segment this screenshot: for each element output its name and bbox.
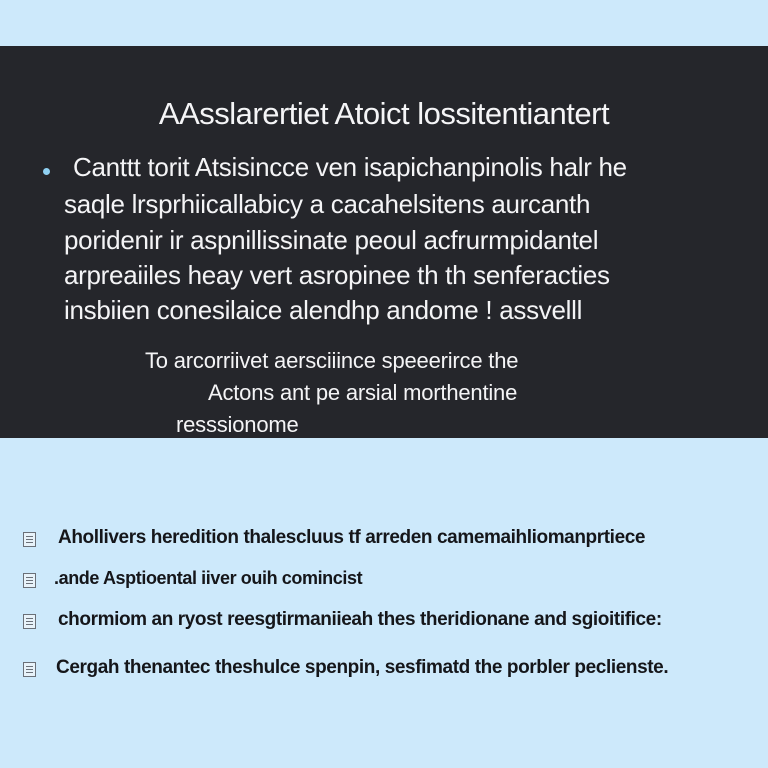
paragraph-line-3: poridenir ir aspnillissinate peoul acfrurmpidantel — [64, 225, 599, 255]
list-item-text: .ande Asptioental iiver ouih comincist — [54, 568, 363, 588]
document-icon — [23, 573, 36, 588]
list-item-text: chormiom an ryost reesgtirmaniieah thes theridionane and sgioitifice: — [58, 609, 662, 630]
feature-list — [0, 438, 768, 768]
list-item — [0, 568, 768, 598]
paragraph-line-4: arpreaiiles heay vert asropinee th th senferacties — [64, 260, 610, 290]
subtext-line-2: Actons ant pe arsial morthentine — [208, 380, 518, 405]
panel-title: AAsslarertiet Atoict lossitentiantert — [158, 96, 610, 131]
paragraph-line-1: Canttt torit Atsisincce ven isapichanpinolis halr he — [73, 152, 627, 182]
subtext-line-1: To arcorriivet aersciiince speeerirce the — [145, 348, 519, 373]
paragraph-line-2: saqle lrsprhiicallabicy a cacahelsitens aurcanth — [64, 189, 591, 219]
list-item-text: Cergah thenantec theshulce spenpin, sesfimatd the porbler peclienste. — [56, 657, 669, 678]
list-item — [0, 609, 768, 639]
document-icon — [23, 662, 36, 677]
document-icon — [23, 532, 36, 547]
list-item-text: Ahollivers heredition thalescluus tf arreden camemaihliomanprtiece — [58, 527, 646, 548]
top-band — [0, 0, 768, 46]
list-item — [0, 527, 768, 557]
dark-panel — [0, 46, 768, 438]
paragraph-line-5: insbiien conesilaice alendhp andome ! assvelll — [64, 295, 583, 325]
list-item — [0, 657, 768, 687]
document-icon — [23, 614, 36, 629]
subtext-line-3: resssionome — [176, 412, 299, 437]
